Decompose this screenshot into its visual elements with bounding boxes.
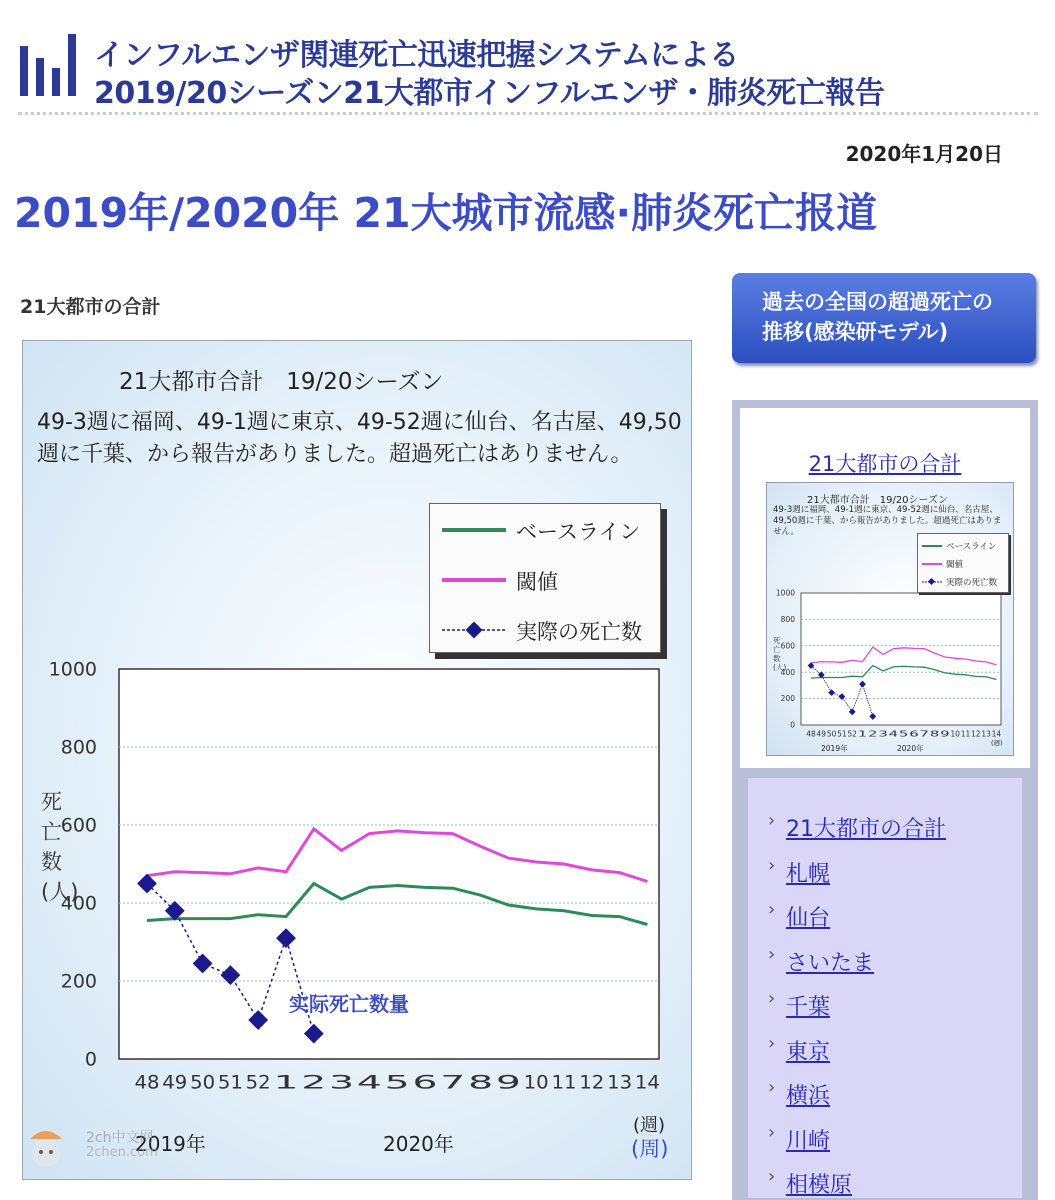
header-title-line1: インフルエンザ関連死亡迅速把握システムによる: [94, 38, 739, 73]
x-tick-label: 2: [301, 1071, 327, 1094]
x-tick-label: 3: [329, 1071, 355, 1094]
thumb-chart-title: 21大都市合計 19/20シーズン: [807, 495, 949, 506]
x-tick-label: 4: [356, 1071, 382, 1094]
chart-annotation: 实际死亡数量: [289, 992, 409, 1016]
x-tick-label: 8: [929, 729, 940, 739]
x-tick-label: 9: [495, 1071, 521, 1094]
report-date: 2020年1月20日: [845, 142, 1003, 166]
y-axis-label-char: 亡: [41, 820, 62, 844]
thumb-legend-actual: 実際の死亡数: [946, 578, 998, 588]
x-tick-label: 12: [971, 729, 981, 739]
thumb-year-label-2019: 2019年: [821, 744, 848, 753]
x-tick-label: 7: [919, 729, 930, 739]
x-tick-label: 1: [857, 729, 868, 739]
y-axis-label-char: 数: [773, 654, 781, 663]
x-tick-label: 13: [607, 1071, 633, 1094]
city-link-label[interactable]: さいたま: [786, 950, 875, 976]
y-tick-label: 1000: [775, 588, 795, 598]
y-tick-label: 600: [60, 814, 97, 837]
x-tick-label: 8: [468, 1071, 494, 1094]
thumb-link-title[interactable]: 21大都市の合計: [808, 452, 962, 476]
button-label-line1: 過去の全国の超過死亡の: [762, 290, 993, 314]
chinese-title: 2019年/2020年 21大城市流感·肺炎死亡报道: [14, 189, 878, 237]
x-tick-label: 4: [888, 729, 899, 739]
x-tick-label: 50: [826, 729, 837, 739]
chart-title: 21大都市合計 19/20シーズン: [119, 369, 444, 395]
y-axis-label-char: 死: [41, 790, 62, 814]
city-link-label[interactable]: 千葉: [786, 995, 831, 1020]
city-link-label[interactable]: 相模原: [786, 1173, 853, 1198]
thumbnail-card: [740, 408, 1030, 768]
y-tick-label: 600: [780, 641, 795, 651]
main-chart: [22, 340, 692, 1180]
thumb-year-label-2020: 2020年: [897, 744, 924, 753]
x-tick-label: 10: [950, 729, 961, 739]
x-tick-label: 7: [440, 1071, 466, 1094]
thumb-chart-note: 49-3週に福岡、49-1週に東京、49-52週に仙台、名古屋、49,50週に千葉、から報告がありました。超過死亡はありません。: [773, 505, 1002, 537]
x-tick-label: 3: [878, 729, 889, 739]
x-tick-label: 49: [816, 729, 827, 739]
x-tick-label: 5: [898, 729, 909, 739]
watermark-text1: 2ch中文网: [86, 1130, 154, 1146]
y-tick-label: 400: [60, 892, 97, 915]
x-tick-label: 11: [551, 1071, 577, 1094]
y-axis-label-char: 数: [41, 850, 62, 874]
x-tick-label: 9: [940, 729, 951, 739]
thumb-legend-threshold: 閾値: [946, 560, 964, 570]
thumb-legend-baseline: ベースライン: [946, 542, 997, 552]
x-tick-label: 52: [847, 729, 858, 739]
chevron-right-icon: ›: [768, 1121, 776, 1143]
chevron-right-icon: ›: [768, 943, 776, 965]
y-tick-label: 0: [84, 1048, 97, 1071]
header-title-line2: 2019/20シーズン21大都市インフルエンザ・肺炎死亡報告: [94, 76, 885, 111]
y-tick-label: 400: [780, 667, 795, 677]
chevron-right-icon: ›: [768, 988, 776, 1009]
plot-area: [801, 593, 1001, 725]
city-link-label[interactable]: 札幌: [786, 861, 831, 887]
chevron-right-icon: ›: [768, 1077, 776, 1098]
x-tick-label: 14: [634, 1071, 660, 1094]
watermark-text2: 2chen.com: [86, 1145, 158, 1160]
city-link-label[interactable]: 東京: [786, 1039, 831, 1065]
y-tick-label: 200: [60, 970, 97, 993]
x-tick-label: 2: [868, 729, 878, 739]
y-tick-label: 1000: [48, 658, 97, 681]
watermark-mascot-icon: [24, 1125, 70, 1175]
x-tick-label: 48: [806, 729, 816, 739]
y-tick-label: 0: [790, 720, 795, 730]
year-label-2019: 2019年: [135, 1132, 206, 1156]
x-tick-label: 1: [273, 1071, 299, 1094]
x-tick-label: 5: [384, 1071, 410, 1094]
chart-legend: [429, 503, 661, 653]
x-tick-label: 51: [217, 1071, 243, 1094]
y-axis-label-char: (人): [773, 663, 787, 672]
y-axis-label-char: 亡: [773, 645, 781, 654]
x-tick-label: 6: [909, 729, 920, 739]
x-tick-label: 13: [981, 729, 992, 739]
city-link-label[interactable]: 横浜: [786, 1084, 831, 1109]
thumb-x-unit-label: (週): [991, 739, 1003, 747]
chevron-right-icon: ›: [768, 854, 776, 876]
y-tick-label: 800: [780, 615, 795, 625]
y-axis-label-char: (人): [41, 880, 79, 904]
x-tick-label: 51: [837, 729, 847, 739]
button-label-line2: 推移(感染研モデル): [762, 320, 949, 344]
y-axis-label-char: 死: [773, 636, 781, 645]
y-tick-label: 200: [780, 694, 795, 704]
x-unit-label: (週): [633, 1115, 666, 1136]
x-tick-label: 48: [134, 1071, 160, 1094]
year-label-2020: 2020年: [383, 1132, 454, 1156]
chevron-right-icon: ›: [768, 1032, 776, 1054]
x-tick-label: 14: [991, 729, 1002, 739]
y-tick-label: 800: [60, 736, 97, 759]
x-tick-label: 52: [245, 1071, 271, 1094]
x-unit-label-cn: (周): [631, 1137, 669, 1161]
legend-threshold-label: 閾値: [516, 570, 558, 594]
chart-thumbnail[interactable]: [766, 482, 1014, 756]
watermark: [24, 1125, 174, 1177]
x-tick-label: 12: [579, 1071, 605, 1094]
chevron-right-icon: ›: [768, 810, 776, 831]
chevron-right-icon: ›: [768, 899, 776, 920]
x-tick-label: 10: [523, 1071, 549, 1094]
x-tick-label: 6: [412, 1071, 438, 1094]
city-link-label[interactable]: 仙台: [786, 906, 831, 931]
chevron-right-icon: ›: [768, 1166, 776, 1187]
city-link-label[interactable]: 21大都市の合計: [786, 817, 946, 842]
x-tick-label: 11: [960, 729, 971, 739]
x-tick-label: 49: [162, 1071, 188, 1094]
legend-actual-label: 実際の死亡数: [516, 620, 642, 644]
section-label: 21大都市の合計: [20, 296, 161, 318]
city-link-label[interactable]: 川崎: [786, 1128, 831, 1154]
legend-baseline-label: ベースライン: [516, 520, 641, 544]
sidebar-panel: [732, 400, 1038, 1200]
city-list: [748, 778, 1022, 1198]
past-excess-deaths-button[interactable]: [732, 273, 1036, 363]
site-header: [18, 28, 1038, 120]
thumb-legend: [917, 533, 1009, 593]
x-tick-label: 50: [190, 1071, 216, 1094]
header-divider: [18, 112, 1038, 115]
logo-bars-icon: [18, 32, 80, 98]
chart-note: 49-3週に福岡、49-1週に東京、49-52週に仙台、名古屋、49,50週に千葉、から報告がありました。超過死亡はありません。: [37, 410, 682, 467]
